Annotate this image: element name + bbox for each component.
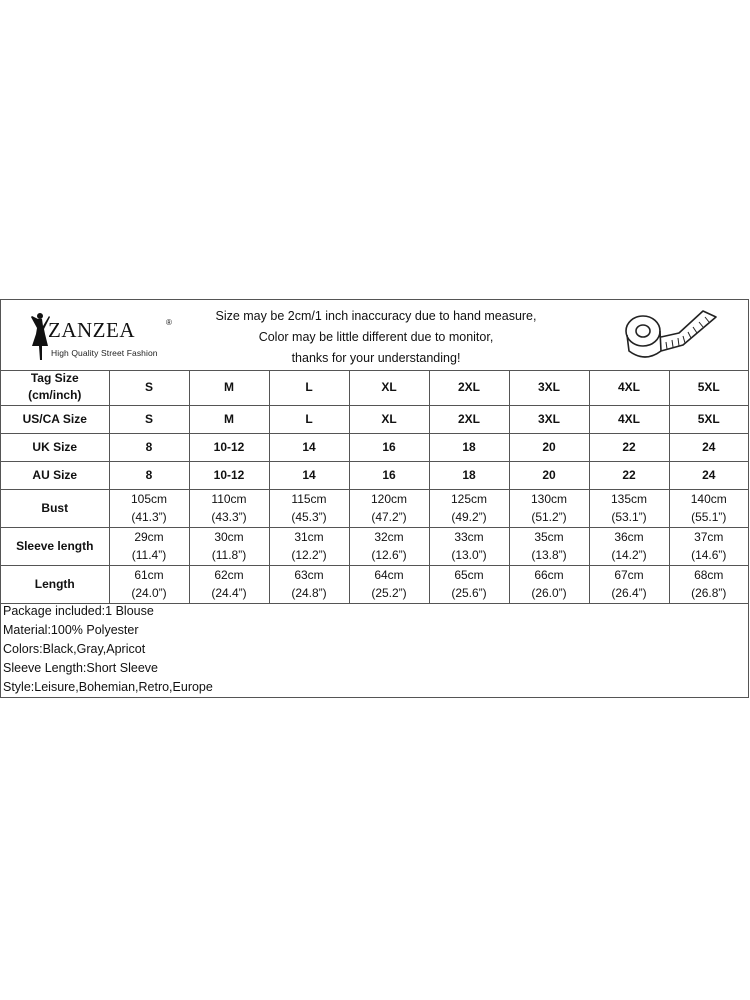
table-row	[1, 565, 748, 603]
cm-value: 105cm	[130, 492, 168, 506]
registered-mark: ®	[166, 318, 172, 327]
table-cell	[669, 489, 748, 527]
table-cell: 16	[349, 433, 429, 461]
table-cell: S	[109, 405, 189, 433]
inch-value: (51.2”)	[531, 510, 567, 524]
table-cell	[349, 527, 429, 565]
inch-value: (11.8”)	[211, 548, 247, 562]
row-header: Bust	[1, 489, 109, 527]
sleeve-length-info: Sleeve Length:Short Sleeve	[3, 661, 158, 675]
cm-value: 35cm	[534, 530, 564, 544]
table-cell: 8	[109, 433, 189, 461]
table-cell	[109, 489, 189, 527]
cm-value: 67cm	[614, 568, 644, 582]
package-info: Package included:1 Blouse	[3, 604, 154, 618]
cm-value: 29cm	[134, 530, 164, 544]
table-cell	[349, 565, 429, 603]
table-cell	[589, 527, 669, 565]
notice-line: Color may be little different due to monitor,	[258, 330, 494, 344]
table-cell: 14	[269, 461, 349, 489]
table-cell: 14	[269, 433, 349, 461]
cm-value: 30cm	[214, 530, 244, 544]
table-cell: 3XL	[509, 370, 589, 405]
row-header: AU Size	[1, 461, 109, 489]
chart-header	[1, 300, 748, 371]
inch-value: (47.2”)	[371, 510, 407, 524]
tag-size-unit: (cm/inch)	[28, 388, 82, 403]
inch-value: (14.2”)	[611, 548, 647, 562]
table-cell: 4XL	[589, 370, 669, 405]
cm-value: 63cm	[294, 568, 324, 582]
table-cell	[429, 527, 509, 565]
table-cell: M	[189, 405, 269, 433]
cm-value: 115cm	[291, 492, 327, 506]
cm-value: 68cm	[694, 568, 724, 582]
cm-value: 135cm	[610, 492, 648, 506]
table-cell: L	[269, 370, 349, 405]
table-cell: 18	[429, 433, 509, 461]
table-row	[1, 433, 748, 461]
table-cell	[189, 527, 269, 565]
table-row	[1, 527, 748, 565]
table-cell: 16	[349, 461, 429, 489]
cm-value: 61cm	[134, 568, 164, 582]
table-cell	[509, 527, 589, 565]
row-header: US/CA Size	[1, 405, 109, 433]
table-cell	[109, 527, 189, 565]
table-cell	[269, 489, 349, 527]
table-cell: 3XL	[509, 405, 589, 433]
inch-value: (25.6”)	[451, 586, 487, 600]
row-header	[1, 370, 109, 405]
cm-value: 65cm	[454, 568, 484, 582]
cm-value: 110cm	[211, 492, 247, 506]
inch-value: (26.4”)	[611, 586, 647, 600]
inch-value: (24.8”)	[291, 586, 327, 600]
notice-line: Size may be 2cm/1 inch inaccuracy due to hand measure,	[215, 309, 537, 323]
table-cell	[589, 565, 669, 603]
table-cell: 24	[669, 433, 748, 461]
table-cell	[669, 527, 748, 565]
inch-value: (13.8”)	[531, 548, 567, 562]
cm-value: 120cm	[370, 492, 408, 506]
table-cell: 22	[589, 461, 669, 489]
table-cell	[669, 565, 748, 603]
inch-value: (26.0”)	[531, 586, 567, 600]
cm-value: 33cm	[454, 530, 484, 544]
table-cell	[429, 489, 509, 527]
row-header: Sleeve length	[1, 527, 109, 565]
table-cell: S	[109, 370, 189, 405]
table-cell: 24	[669, 461, 748, 489]
measurement-notice	[191, 306, 561, 369]
size-table	[1, 370, 748, 604]
inch-value: (26.8”)	[691, 586, 727, 600]
material-info: Material:100% Polyester	[3, 623, 139, 637]
inch-value: (53.1”)	[611, 510, 647, 524]
table-cell: 20	[509, 433, 589, 461]
table-cell	[589, 489, 669, 527]
table-cell: 10-12	[189, 433, 269, 461]
table-cell: 8	[109, 461, 189, 489]
cm-value: 64cm	[374, 568, 404, 582]
inch-value: (13.0”)	[451, 548, 487, 562]
inch-value: (49.2”)	[451, 510, 487, 524]
table-cell: 2XL	[429, 405, 509, 433]
table-cell: 10-12	[189, 461, 269, 489]
inch-value: (41.3”)	[131, 510, 167, 524]
table-cell: 4XL	[589, 405, 669, 433]
table-cell: M	[189, 370, 269, 405]
style-info: Style:Leisure,Bohemian,Retro,Europe	[3, 680, 213, 694]
table-cell: XL	[349, 405, 429, 433]
table-cell: 18	[429, 461, 509, 489]
table-row	[1, 405, 748, 433]
inch-value: (43.3”)	[211, 510, 247, 524]
table-row	[1, 461, 748, 489]
brand-logo	[27, 310, 207, 366]
table-cell	[509, 565, 589, 603]
measuring-tape-icon	[621, 305, 721, 365]
table-cell: 22	[589, 433, 669, 461]
table-cell	[349, 489, 429, 527]
inch-value: (55.1”)	[691, 510, 727, 524]
table-cell: 2XL	[429, 370, 509, 405]
table-cell: 5XL	[669, 370, 748, 405]
inch-value: (45.3”)	[291, 510, 327, 524]
cm-value: 32cm	[374, 530, 404, 544]
table-cell: L	[269, 405, 349, 433]
inch-value: (14.6”)	[691, 548, 727, 562]
table-cell	[509, 489, 589, 527]
table-cell	[269, 565, 349, 603]
table-cell: 20	[509, 461, 589, 489]
product-info	[3, 602, 213, 697]
colors-info: Colors:Black,Gray,Apricot	[3, 642, 146, 656]
table-row	[1, 370, 748, 405]
table-cell	[189, 489, 269, 527]
brand-tagline: High Quality Street Fashion	[51, 348, 158, 358]
cm-value: 66cm	[534, 568, 564, 582]
inch-value: (12.2”)	[291, 548, 327, 562]
cm-value: 31cm	[294, 530, 324, 544]
brand-name: ZANZEA	[48, 318, 135, 342]
cm-value: 62cm	[214, 568, 244, 582]
table-cell: XL	[349, 370, 429, 405]
inch-value: (25.2”)	[371, 586, 407, 600]
cm-value: 37cm	[694, 530, 724, 544]
tag-size-header: Tag Size	[30, 371, 79, 386]
table-cell	[429, 565, 509, 603]
cm-value: 36cm	[614, 530, 644, 544]
inch-value: (24.0”)	[131, 586, 167, 600]
table-cell	[189, 565, 269, 603]
row-header: UK Size	[1, 433, 109, 461]
table-cell	[109, 565, 189, 603]
notice-line: thanks for your understanding!	[291, 351, 461, 365]
cm-value: 140cm	[690, 492, 727, 506]
cm-value: 125cm	[450, 492, 488, 506]
inch-value: (12.6”)	[371, 548, 407, 562]
size-chart	[0, 299, 749, 698]
table-row	[1, 489, 748, 527]
table-cell: 5XL	[669, 405, 748, 433]
table-cell	[269, 527, 349, 565]
row-header: Length	[1, 565, 109, 603]
cm-value: 130cm	[530, 492, 568, 506]
inch-value: (24.4”)	[211, 586, 247, 600]
inch-value: (11.4”)	[131, 548, 167, 562]
